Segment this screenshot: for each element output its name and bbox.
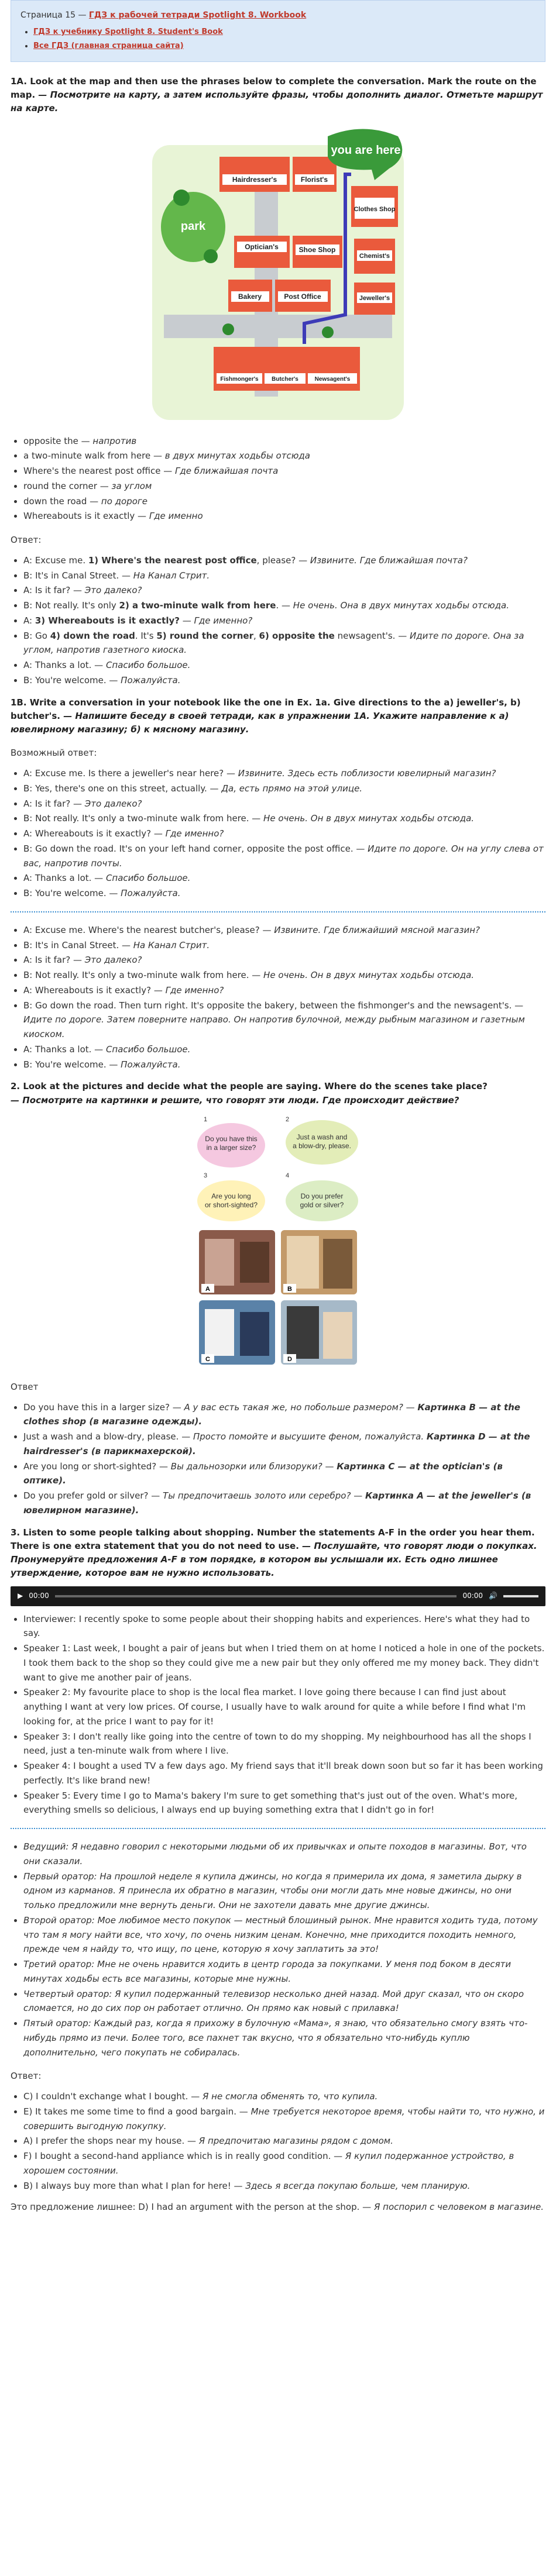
dialog-line: • B: It's in Canal Street. — На Канал Стрит. (23, 569, 545, 583)
tree-icon (204, 249, 218, 263)
map-illustration (152, 122, 404, 426)
answer-label: Ответ: (11, 535, 42, 546)
dialog-line: • A: Excuse me. Is there a jeweller's near here? — Извините. Здесь есть поблизости ювелирный магазин? (23, 766, 545, 781)
svg-text:you are here: you are here (331, 143, 401, 157)
transcript-line: • Speaker 1: Last week, I bought a pair of jeans but when I tried them on at home I noticed a hole in one of the pockets. I took them back to the shop so they could give me a new pair but they only offered me my money back. They didn't want to give me another pair of jeans. (23, 1641, 545, 1685)
progress-bar[interactable] (55, 1595, 457, 1597)
vocab-item: • Whereabouts is it exactly — Где именно (23, 509, 545, 524)
chemists-building (354, 239, 395, 274)
opticians-building (234, 236, 290, 268)
time-start: 00:00 (29, 1591, 49, 1600)
svg-text:Clothes Shop: Clothes Shop (353, 205, 396, 213)
transcript-line: • Speaker 5: Every time I go to Mama's bakery I'm sure to get something that's just out of the oven. What's more, everything smells so delicious, I always end up buying something extra that I didn't go in for! (23, 1789, 545, 1818)
dialog-1b-butcher (23, 923, 545, 1072)
transcript-line: • Speaker 4: I bought a used TV a few days ago. My friend says that it'll break down soon but so far it has been working perfectly. It's like brand new! (23, 1759, 545, 1788)
speech-bubbles-and-photos (193, 1113, 363, 1370)
vocab-item: • round the corner — за углом (23, 479, 545, 494)
transcript-line: • Второй оратор: Мое любимое место покупок — местный блошиный рынок. Мне нравится ходить туда, потому что там я могу найти все, что хочу, по очень низким ценам. Конечно, мне приходится походить немного, прежде чем я найду то, что ищу, по цене, которую я хочу заплатить за это! (23, 1913, 545, 1957)
transcript-line: • Первый оратор: На прошлой неделе я купила джинсы, но когда я примерила их дома, я заметила дырку в одном из карманов. Я принесла их обратно в магазин, чтобы они могли дать мне новые джинсы, но они только предложили мне вернуть деньги. Они не захотели давать мне другие джинсы. (23, 1869, 545, 1913)
task-3-title: 3. Listen to some people talking about shopping. Number the statements A-F in the order you hear them. There is one extra statement that you do not need to use. — Послушайте, что говорят люди о покупках. Пронумеруйте предложения A-F в том порядке, в котором вы услышали их. Есть одно лишнее утверждение, которое вам не нужно использовать. (11, 1527, 537, 1579)
svg-text:Jeweller's: Jeweller's (359, 294, 390, 302)
answer-item: • Just a wash and a blow-dry, please. — Просто помойте и высушите феном, пожалуйста. Картинка D — at the hairdresser's (в парикмахерской). (23, 1430, 545, 1459)
task-2-answers (23, 1400, 545, 1518)
hairdressers-building (219, 157, 290, 192)
clothes-shop-building (351, 186, 398, 227)
tree-icon (322, 326, 334, 338)
answer-item: • B) I always buy more than what I plan for here! — Здесь я всегда покупаю больше, чем планирую. (23, 2179, 545, 2193)
dialog-line: • B: Not really. It's only 2) a two-minute walk from here. — Не очень. Она в двух минутах ходьбы отсюда. (23, 598, 545, 613)
time-end: 00:00 (462, 1591, 483, 1600)
vocab-item: • Where's the nearest post office — Где ближайшая почта (23, 464, 545, 478)
bakery-building (228, 280, 272, 312)
speech-bubble-2 (286, 1116, 358, 1165)
possible-answer-label: Возможный ответ: (11, 748, 97, 759)
answer-item: • Do you have this in a larger size? — А у вас есть такая же, но побольше размером? — Картинка B — at the clothes shop (в магазине одежды). (23, 1400, 545, 1430)
divider (11, 1828, 545, 1829)
transcript-line: • Ведущий: Я недавно говорил с некоторыми людьми об их привычках и опыте походов в магазины. Вот, что они сказали. (23, 1840, 545, 1869)
nav-link-item (33, 26, 536, 38)
florists-building (293, 157, 337, 192)
svg-text:Florist's: Florist's (300, 175, 328, 184)
dialog-line: • B: You're welcome. — Пожалуйста. (23, 1058, 545, 1072)
task-2-title: 2. Look at the pictures and decide what the people are saying. Where do the scenes take place? — Посмотрите на картинки и решите, что говорят эти люди. Где происходит действие? (11, 1081, 488, 1106)
pictures-figure (11, 1113, 545, 1370)
page-label: Страница 15 — (20, 11, 89, 20)
page-line (20, 9, 536, 22)
road-horizontal (164, 315, 392, 338)
svg-text:2: 2 (286, 1115, 290, 1123)
dialog-line: • A: Thanks a lot. — Спасибо большое. (23, 658, 545, 673)
volume-slider[interactable] (503, 1595, 538, 1597)
transcript-line: • Speaker 2: My favourite place to shop is the local flea market. I love going there because I can find just about anything I want at very low prices. Of course, I usually have to walk around for quite a while before I find what I'm looking for, at the price I want to pay for it! (23, 1685, 545, 1728)
answer-item: • F) I bought a second-hand appliance which is in really good condition. — Я купил подержанное устройство, в хорошем состоянии. (23, 2149, 545, 2178)
speech-bubble-1 (197, 1116, 265, 1168)
nav-link-item (33, 40, 536, 52)
transcript-ru (23, 1840, 545, 2060)
task-1a-title: 1A. Look at the map and then use the phrases below to complete the conversation. Mark the route on the map. — Посмотрите на карту, а затем используйте фразы, чтобы дополнить диалог. Отметьте маршрут на карте. (11, 75, 543, 114)
transcript-en (23, 1612, 545, 1818)
dialog-line: • B: It's in Canal Street. — На Канал Стрит. (23, 938, 545, 953)
photo-d (281, 1300, 357, 1365)
svg-text:Optician's: Optician's (245, 242, 279, 251)
answer-item: • E) It takes me some time to find a good bargain. — Мне требуется некоторое время, чтобы найти то, что нужно, и совершить выгодную покупку. (23, 2105, 545, 2134)
navigation-box (11, 0, 545, 62)
svg-text:Post Office: Post Office (284, 292, 321, 301)
task-1b-title: 1B. Write a conversation in your notebook like the one in Ex. 1a. Give directions to the a) jeweller's, b) butcher's. — Напишите беседу в своей тетради, как в упражнении 1А. Укажите направление к а) ювелирному магазину; б) к мясному магазину. (11, 697, 521, 735)
newsagents-label: Newsagent's (314, 376, 351, 383)
transcript-line: • Третий оратор: Мне не очень нравится ходить в центр города за покупками. У меня под боком в десяти минутах ходьбы есть все магазины, которые мне нужны. (23, 1957, 545, 1986)
answer-label: Ответ (11, 1381, 39, 1392)
butchers-label: Butcher's (272, 376, 298, 383)
workbook-link[interactable]: ГДЗ к рабочей тетради Spotlight 8. Workbook (88, 11, 307, 20)
speech-bubble-4 (286, 1172, 358, 1221)
speech-bubble-3 (197, 1172, 265, 1221)
dialog-line: • B: Go down the road. Then turn right. It's opposite the bakery, between the fishmonger's and the newsagent's. — Идите по дороге. Затем поверните направо. Он напротив булочной, между рыбным магазином и газетным киоском. (23, 998, 545, 1042)
dialog-1a (23, 553, 545, 688)
answer-item: • Are you long or short-sighted? — Вы дальнозорки или близоруки? — Картинка C — at the optician's (в оптике). (23, 1459, 545, 1489)
dialog-line: • A: Excuse me. 1) Where's the nearest post office, please? — Извините. Где ближайшая почта? (23, 553, 545, 568)
play-icon[interactable]: ▶ (18, 1591, 23, 1600)
dialog-line: • B: Yes, there's one on this street, actually. — Да, есть прямо на этой улице. (23, 781, 545, 796)
task-3-answers (23, 2089, 545, 2193)
post-office-building (275, 280, 331, 312)
tree-icon (222, 323, 234, 335)
dialog-line: • A: Excuse me. Where's the nearest butcher's, please? — Извините. Где ближайший мясной магазин? (23, 923, 545, 938)
dialog-line: • A: Whereabouts is it exactly? — Где именно? (23, 983, 545, 998)
svg-text:Shoe Shop: Shoe Shop (298, 245, 336, 254)
extra-statement: Это предложение лишнее: D) I had an argument with the person at the shop. — Я поспорил с человеком в магазине. (11, 2202, 544, 2213)
dialog-line: • A: Is it far? — Это далеко? (23, 953, 545, 967)
transcript-line: • Пятый оратор: Каждый раз, когда я прихожу в булочную «Мама», я знаю, что обязательно смогу взять что-нибудь прямо из печи. Более того, все пахнет так вкусно, что я обязательно что-нибудь куплю дополнительно, чего покупать не собиралась. (23, 2016, 545, 2060)
park-label: park (180, 219, 206, 233)
dialog-line: • B: Not really. It's only a two-minute walk from here. — Не очень. Он в двух минутах ходьбы отсюда. (23, 811, 545, 826)
dialog-line: • A: 3) Whereabouts is it exactly? — Где именно? (23, 614, 545, 628)
answer-item: • Do you prefer gold or silver? — Ты предпочитаешь золото или серебро? — Картинка A — at the jeweller's (в ювелирном магазине). (23, 1489, 545, 1518)
audio-player[interactable] (11, 1586, 545, 1606)
vocab-list (23, 434, 545, 524)
svg-text:C: C (205, 1355, 210, 1363)
svg-text:A: A (205, 1285, 210, 1293)
dialog-line: • B: Go down the road. It's on your left hand corner, opposite the post office. — Идите по дороге. Он на углу слева от вас, напротив почты. (23, 842, 545, 871)
all-gdz-link[interactable]: Все ГДЗ (главная страница сайта) (33, 41, 184, 50)
vocab-item: • down the road — по дороге (23, 494, 545, 509)
bubble-2-text: Just a wash and a blow-dry, please. (293, 1132, 351, 1150)
dialog-1b-jeweller (23, 766, 545, 901)
dialog-line: • A: Whereabouts is it exactly? — Где именно? (23, 826, 545, 841)
svg-text:Chemist's: Chemist's (359, 252, 390, 260)
vocab-item: • a two-minute walk from here — в двух минутах ходьбы отсюда (23, 449, 545, 463)
answer-item: • C) I couldn't exchange what I bought. — Я не смогла обменять то, что купила. (23, 2089, 545, 2104)
answer-label: Ответ: (11, 2071, 42, 2082)
fishmongers-label: Fishmonger's (220, 376, 259, 383)
dialog-line: • A: Is it far? — Это далеко? (23, 583, 545, 598)
answer-item: • A) I prefer the shops near my house. — Я предпочитаю магазины рядом с домом. (23, 2134, 545, 2148)
bubble-3-text: Are you long or short-sighted? (204, 1191, 258, 1209)
transcript-line: • Interviewer: I recently spoke to some people about their shopping habits and experiences. Here's what they had to say. (23, 1612, 545, 1641)
svg-text:Bakery: Bakery (238, 292, 262, 301)
town-map (11, 122, 545, 426)
nav-links (33, 26, 536, 52)
volume-icon[interactable]: 🔊 (489, 1591, 497, 1600)
photo-b (281, 1230, 357, 1294)
dialog-line: • B: Go 4) down the road. It's 5) round the corner, 6) opposite the newsagent's. — Идите по дороге. Она за углом, напротив газетного киоска. (23, 629, 545, 658)
jewellers-building (354, 283, 395, 315)
shoe-shop-building (293, 236, 342, 268)
svg-text:1: 1 (204, 1115, 208, 1123)
svg-text:3: 3 (204, 1172, 208, 1179)
dialog-line: • A: Thanks a lot. — Спасибо большое. (23, 1042, 545, 1057)
dialog-line: • A: Is it far? — Это далеко? (23, 797, 545, 811)
svg-text:D: D (287, 1355, 292, 1363)
dialog-line: • B: You're welcome. — Пожалуйста. (23, 886, 545, 901)
svg-text:B: B (287, 1285, 292, 1293)
tree-icon (173, 190, 190, 206)
bubble-4-text: Do you prefer gold or silver? (300, 1191, 344, 1209)
transcript-line: • Четвертый оратор: Я купил подержанный телевизор несколько дней назад. Мой друг сказал, что он скоро сломается, но до сих пор он работает отлично. Он прямо как новый с прилавка! (23, 1987, 545, 2016)
dialog-line: • B: You're welcome. — Пожалуйста. (23, 673, 545, 688)
students-book-link[interactable]: ГДЗ к учебнику Spotlight 8. Student's Book (33, 27, 223, 37)
photo-a (199, 1230, 275, 1294)
divider (11, 911, 545, 912)
dialog-line: • A: Thanks a lot. — Спасибо большое. (23, 871, 545, 886)
svg-text:Hairdresser's: Hairdresser's (232, 175, 277, 184)
bottom-shops (214, 347, 360, 391)
svg-text:4: 4 (286, 1172, 290, 1179)
vocab-item: • opposite the — напротив (23, 434, 545, 449)
bubble-1-text: Do you have this in a larger size? (205, 1134, 258, 1152)
transcript-line: • Speaker 3: I don't really like going into the centre of town to do my shopping. My neighbourhood has all the shops I need, just a ten-minute walk from where I live. (23, 1730, 545, 1759)
photo-c (199, 1300, 275, 1365)
dialog-line: • B: Not really. It's only a two-minute walk from here. — Не очень. Он в двух минутах ходьбы отсюда. (23, 968, 545, 983)
